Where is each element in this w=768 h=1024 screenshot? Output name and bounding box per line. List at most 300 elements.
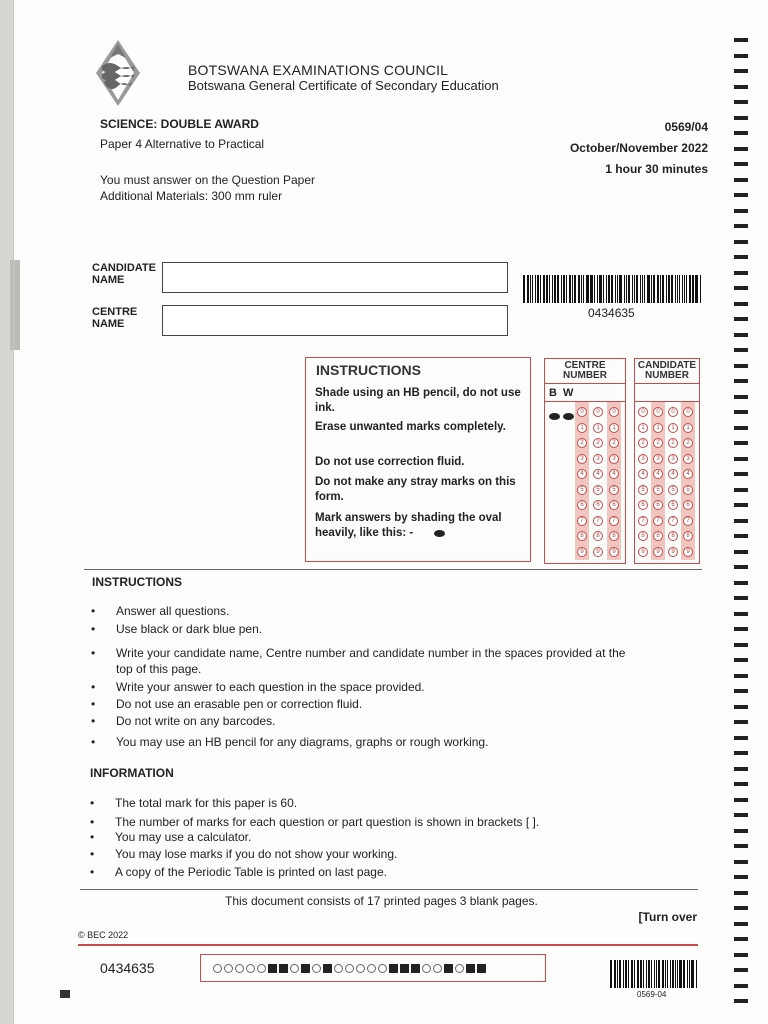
digit-oval[interactable]: 4 [653, 469, 663, 479]
barcode-bar [537, 275, 539, 303]
w-label: W [563, 387, 574, 399]
barcode-bar [581, 275, 582, 303]
information-item: • The total mark for this paper is 60. [115, 796, 297, 810]
barcode-bar [599, 275, 602, 303]
digit-oval[interactable]: 5 [653, 485, 663, 495]
paper-code: 0569/04 [664, 120, 708, 134]
shading-instruction-item: Do not use correction fluid. [315, 456, 465, 468]
additional-materials: Additional Materials: 300 mm ruler [100, 189, 283, 203]
barcode-bar [665, 960, 666, 988]
timing-mark [734, 85, 748, 89]
page-edge [13, 0, 14, 1024]
timing-marks-row [200, 954, 546, 982]
timing-mark [734, 286, 748, 290]
timing-mark [734, 798, 748, 802]
barcode-bar [672, 960, 674, 988]
empty-circle [235, 964, 244, 973]
barcode-bar [644, 275, 645, 303]
empty-circle [257, 964, 266, 973]
barcode-bar [569, 275, 571, 303]
barcode-bar [653, 275, 655, 303]
digit-oval[interactable]: 4 [593, 469, 603, 479]
barcode-bar [686, 275, 687, 303]
digit-oval[interactable]: 3 [609, 454, 619, 464]
digit-oval[interactable]: 7 [683, 516, 693, 526]
instructions-title: INSTRUCTIONS [92, 575, 182, 589]
instruction-item: • Use black or dark blue pen. [116, 622, 262, 636]
timing-mark [734, 674, 748, 678]
empty-circle [246, 964, 255, 973]
barcode-bar [667, 960, 668, 988]
digit-oval[interactable]: 9 [638, 547, 648, 557]
barcode-bar [617, 960, 619, 988]
barcode-bar [583, 275, 584, 303]
filled-square [268, 964, 277, 973]
council-name: BOTSWANA EXAMINATIONS COUNCIL [188, 62, 449, 78]
digit-oval[interactable]: 0 [638, 407, 648, 417]
digit-oval[interactable]: 2 [593, 438, 603, 448]
barcode-bar [557, 275, 559, 303]
centre-number-title: CENTRE NUMBER [563, 360, 607, 381]
barcode-bar [692, 275, 694, 303]
digit-oval[interactable]: 6 [668, 500, 678, 510]
timing-mark [734, 116, 748, 120]
barcode-bar [675, 960, 676, 988]
digit-oval[interactable]: 5 [593, 485, 603, 495]
digit-oval[interactable]: 1 [668, 423, 678, 433]
timing-mark [734, 612, 748, 616]
digit-oval[interactable]: 8 [609, 531, 619, 541]
exam-session: October/November 2022 [569, 141, 708, 155]
timing-mark [734, 922, 748, 926]
digit-oval[interactable]: 4 [668, 469, 678, 479]
barcode-bar [523, 275, 525, 303]
barcode-bar [634, 275, 635, 303]
digit-oval[interactable]: 3 [683, 454, 693, 464]
barcode-bar [687, 960, 688, 988]
digit-oval[interactable]: 3 [668, 454, 678, 464]
timing-mark [734, 240, 748, 244]
shaded-oval-example [434, 530, 445, 537]
candidate-code: 0434635 [100, 960, 155, 976]
digit-oval[interactable]: 6 [609, 500, 619, 510]
barcode-bar [656, 960, 657, 988]
section-divider [84, 569, 702, 570]
barcode-bar [646, 960, 648, 988]
digit-oval[interactable]: 5 [638, 485, 648, 495]
digit-oval[interactable]: 0 [683, 407, 693, 417]
digit-oval[interactable]: 3 [577, 454, 587, 464]
centre-name-label: CENTRE NAME [92, 306, 138, 330]
barcode-bar [578, 275, 580, 303]
timing-mark [734, 689, 748, 693]
timing-mark [734, 410, 748, 414]
barcode-bar [590, 275, 593, 303]
digit-oval[interactable]: 0 [653, 407, 663, 417]
timing-mark [734, 705, 748, 709]
empty-circle [356, 964, 365, 973]
digit-oval[interactable]: 9 [668, 547, 678, 557]
digit-oval[interactable]: 0 [577, 407, 587, 417]
timing-mark [734, 426, 748, 430]
barcode-bar [696, 960, 697, 988]
digit-oval[interactable]: 5 [683, 485, 693, 495]
digit-oval[interactable]: 5 [609, 485, 619, 495]
digit-oval[interactable]: 4 [683, 469, 693, 479]
barcode-bar [636, 275, 638, 303]
empty-circle [224, 964, 233, 973]
barcode-bar [695, 275, 698, 303]
timing-mark [734, 69, 748, 73]
barcode-bar [677, 960, 678, 988]
digit-oval[interactable]: 1 [638, 423, 648, 433]
digit-oval[interactable]: 1 [683, 423, 693, 433]
barcode-bar [684, 275, 685, 303]
barcode-bar [682, 275, 683, 303]
digit-oval[interactable]: 0 [668, 407, 678, 417]
barcode-bar [632, 960, 633, 988]
timing-mark [734, 54, 748, 58]
instruction-item: • Write your candidate name, Centre number and candidate number in the spaces provided at the top of this page. [116, 645, 636, 677]
barcode-bar [640, 275, 641, 303]
filled-square [323, 964, 332, 973]
timing-mark [734, 472, 748, 476]
timing-mark [734, 100, 748, 104]
digit-oval[interactable]: 7 [653, 516, 663, 526]
paper-barcode-code: 0569-04 [637, 990, 667, 999]
timing-mark [734, 906, 748, 910]
page-count-note: This document consists of 17 printed pages 3 blank pages. [225, 894, 538, 908]
barcode-bar [543, 275, 545, 303]
timing-mark [734, 844, 748, 848]
barcode-bar [637, 960, 639, 988]
digit-oval[interactable]: 2 [638, 438, 648, 448]
barcode-bar [561, 275, 562, 303]
empty-circle [290, 964, 299, 973]
digit-oval[interactable]: 0 [609, 407, 619, 417]
digit-oval[interactable]: 7 [577, 516, 587, 526]
certificate-name: Botswana General Certificate of Secondary Education [188, 78, 499, 93]
digit-oval[interactable]: 7 [638, 516, 648, 526]
barcode-bar [554, 275, 556, 303]
empty-circle [345, 964, 354, 973]
instruction-item: • Answer all questions. [116, 604, 229, 618]
digit-oval[interactable]: 3 [653, 454, 663, 464]
barcode-bar [594, 275, 595, 303]
information-item: • A copy of the Periodic Table is printed on last page. [115, 865, 387, 879]
digit-oval[interactable]: 4 [609, 469, 619, 479]
barcode-bar [642, 275, 643, 303]
footer-divider [80, 889, 698, 890]
digit-oval[interactable]: 8 [653, 531, 663, 541]
information-item: • The number of marks for each question or part question is shown in brackets [ ]. [115, 815, 539, 829]
filled-square [466, 964, 475, 973]
timing-mark [734, 968, 748, 972]
instruction-item: • Do not use an erasable pen or correction fluid. [116, 697, 362, 711]
digit-oval[interactable]: 3 [593, 454, 603, 464]
barcode-bar [651, 960, 652, 988]
barcode-bar [689, 960, 691, 988]
barcode-bar [683, 960, 685, 988]
filled-square [411, 964, 420, 973]
digit-oval[interactable]: 9 [653, 547, 663, 557]
barcode-bar [668, 275, 670, 303]
timing-mark [734, 860, 748, 864]
digit-oval[interactable]: 8 [638, 531, 648, 541]
empty-circle [433, 964, 442, 973]
barcode-bar [617, 275, 618, 303]
centre-w-oval[interactable] [563, 413, 574, 420]
barcode-bar [628, 960, 629, 988]
filled-square [389, 964, 398, 973]
barcode-bar [689, 275, 691, 303]
barcode-bar [626, 275, 627, 303]
information-item: • You may use a calculator. [115, 830, 251, 844]
digit-oval[interactable]: 8 [593, 531, 603, 541]
barcode-bar [597, 275, 598, 303]
timing-mark [734, 658, 748, 662]
timing-mark [734, 457, 748, 461]
barcode-bar [530, 275, 531, 303]
barcode-bar [614, 960, 616, 988]
digit-oval[interactable]: 7 [668, 516, 678, 526]
empty-circle [312, 964, 321, 973]
barcode-bar [625, 960, 627, 988]
timing-mark [734, 550, 748, 554]
digit-oval[interactable]: 6 [593, 500, 603, 510]
filled-square [279, 964, 288, 973]
digit-oval[interactable]: 6 [638, 500, 648, 510]
empty-circle [213, 964, 222, 973]
digit-oval[interactable]: 7 [609, 516, 619, 526]
digit-oval[interactable]: 9 [609, 547, 619, 557]
barcode-bar [671, 275, 673, 303]
barcode-number: 0434635 [588, 306, 635, 320]
digit-oval[interactable]: 1 [609, 423, 619, 433]
digit-oval[interactable]: 4 [577, 469, 587, 479]
digit-oval[interactable]: 6 [683, 500, 693, 510]
barcode-bar [660, 275, 661, 303]
digit-oval[interactable]: 1 [653, 423, 663, 433]
shading-instructions-title: INSTRUCTIONS [316, 362, 421, 378]
timing-mark [734, 953, 748, 957]
barcode-bar [624, 275, 625, 303]
timing-mark [734, 441, 748, 445]
empty-circle [422, 964, 431, 973]
filled-square [400, 964, 409, 973]
barcode-bar [611, 275, 613, 303]
timing-mark [734, 736, 748, 740]
centre-name-field[interactable] [162, 305, 508, 336]
candidate-number-title: CANDIDATE NUMBER [637, 360, 697, 381]
digit-oval[interactable]: 8 [577, 531, 587, 541]
barcode-bar [535, 275, 536, 303]
barcode-bar [662, 960, 665, 988]
shading-instruction-item: Mark answers by shading the oval heavily, like this: - [315, 512, 502, 539]
timing-mark [734, 720, 748, 724]
timing-mark [734, 224, 748, 228]
empty-circle [334, 964, 343, 973]
barcode-bar [679, 960, 682, 988]
filled-square [477, 964, 486, 973]
barcode-bar [532, 275, 533, 303]
shading-instruction-item: Do not make any stray marks on this form. [315, 476, 516, 503]
digit-oval[interactable]: 1 [593, 423, 603, 433]
timing-mark [734, 627, 748, 631]
timing-mark [734, 829, 748, 833]
timing-mark [734, 937, 748, 941]
footer-rule [78, 944, 698, 946]
timing-mark [734, 767, 748, 771]
digit-oval[interactable]: 2 [609, 438, 619, 448]
timing-mark [734, 178, 748, 182]
digit-oval[interactable]: 9 [577, 547, 587, 557]
timing-mark [734, 271, 748, 275]
digit-oval[interactable]: 9 [593, 547, 603, 557]
barcode-bar [631, 960, 632, 988]
barcode-bar [628, 275, 630, 303]
timing-mark [734, 379, 748, 383]
digit-oval[interactable]: 1 [577, 423, 587, 433]
timing-mark [734, 131, 748, 135]
timing-mark [734, 751, 748, 755]
digit-oval[interactable]: 2 [577, 438, 587, 448]
barcode-bar [563, 275, 565, 303]
digit-oval[interactable]: 3 [638, 454, 648, 464]
timing-mark [734, 38, 748, 42]
instruction-item: • Write your answer to each question in the space provided. [116, 680, 425, 694]
timing-mark [734, 875, 748, 879]
scan-edge [0, 0, 13, 1024]
candidate-name-field[interactable] [162, 262, 508, 293]
barcode-bar [619, 275, 622, 303]
timing-mark [734, 162, 748, 166]
timing-mark [734, 565, 748, 569]
barcode-bar [662, 275, 664, 303]
timing-mark [734, 209, 748, 213]
barcode-bar [640, 960, 642, 988]
timing-mark [734, 519, 748, 523]
barcode-bar [654, 960, 655, 988]
timing-mark [734, 317, 748, 321]
digit-oval[interactable]: 6 [577, 500, 587, 510]
barcode-bar [670, 960, 671, 988]
barcode-bar [610, 960, 612, 988]
centre-number-grid [544, 358, 626, 564]
information-item: • You may lose marks if you do not show your working. [115, 847, 397, 861]
digit-oval[interactable]: 4 [638, 469, 648, 479]
shading-instruction-item: Erase unwanted marks completely. [315, 421, 506, 433]
digit-oval[interactable]: 2 [668, 438, 678, 448]
timing-mark [734, 147, 748, 151]
filled-square [301, 964, 310, 973]
barcode-bar [677, 275, 678, 303]
barcode-bar [623, 960, 624, 988]
timing-mark [734, 488, 748, 492]
barcode-bar [549, 275, 550, 303]
paper-title: Paper 4 Alternative to Practical [100, 137, 265, 151]
digit-oval[interactable]: 7 [593, 516, 603, 526]
barcode-bar [651, 275, 652, 303]
barcode-bar [679, 275, 680, 303]
digit-oval[interactable]: 8 [683, 531, 693, 541]
barcode-bar [527, 275, 529, 303]
barcode-bar [632, 275, 633, 303]
answer-note: You must answer on the Question Paper [100, 173, 316, 187]
corner-mark [60, 990, 70, 998]
paper-barcode [610, 960, 698, 988]
timing-mark [734, 891, 748, 895]
exam-duration: 1 hour 30 minutes [605, 162, 708, 176]
empty-circle [367, 964, 376, 973]
timing-mark [734, 534, 748, 538]
timing-mark [734, 643, 748, 647]
timing-mark [734, 193, 748, 197]
turn-over-label: [Turn over [638, 910, 697, 924]
timing-mark [734, 782, 748, 786]
timing-mark [734, 395, 748, 399]
bec-logo [96, 40, 140, 106]
timing-mark [734, 999, 748, 1003]
filled-square [444, 964, 453, 973]
digit-oval[interactable]: 5 [577, 485, 587, 495]
barcode-bar [634, 960, 635, 988]
barcode-bar [675, 275, 676, 303]
barcode-bar [657, 275, 659, 303]
instruction-item: • Do not write on any barcodes. [116, 714, 275, 728]
instruction-item: • You may use an HB pencil for any diagrams, graphs or rough working. [116, 735, 488, 749]
candidate-name-label: CANDIDATE NAME [92, 262, 156, 286]
shading-instruction-item: Shade using an HB pencil, do not use ink. [315, 387, 521, 414]
barcode-bar [647, 275, 650, 303]
b-label: B [549, 387, 557, 399]
timing-mark [734, 984, 748, 988]
barcode-bar [658, 960, 660, 988]
digit-oval[interactable]: 6 [653, 500, 663, 510]
timing-mark [734, 364, 748, 368]
barcode-bar [643, 960, 644, 988]
subject-title: SCIENCE: DOUBLE AWARD [100, 117, 259, 131]
digit-oval[interactable]: 2 [683, 438, 693, 448]
centre-b-oval[interactable] [549, 413, 560, 420]
barcode-bar [572, 275, 573, 303]
barcode-bar [619, 960, 621, 988]
barcode-bar [666, 275, 667, 303]
copyright: © BEC 2022 [78, 930, 129, 940]
timing-mark [734, 596, 748, 600]
barcode-bar [566, 275, 567, 303]
digit-oval[interactable]: 0 [593, 407, 603, 417]
barcode-bar [574, 275, 576, 303]
barcode-bar [552, 275, 553, 303]
candidate-number-grid [634, 358, 700, 564]
timing-mark [734, 255, 748, 259]
digit-oval[interactable]: 8 [668, 531, 678, 541]
empty-circle [378, 964, 387, 973]
timing-mark [734, 333, 748, 337]
candidate-barcode [523, 275, 703, 303]
barcode-bar [700, 275, 701, 303]
timing-mark [734, 813, 748, 817]
barcode-bar [546, 275, 548, 303]
information-title: INFORMATION [90, 766, 174, 780]
barcode-bar [608, 275, 610, 303]
timing-mark [734, 302, 748, 306]
digit-oval[interactable]: 5 [668, 485, 678, 495]
digit-oval[interactable]: 9 [683, 547, 693, 557]
barcode-bar [615, 275, 616, 303]
digit-oval[interactable]: 2 [653, 438, 663, 448]
